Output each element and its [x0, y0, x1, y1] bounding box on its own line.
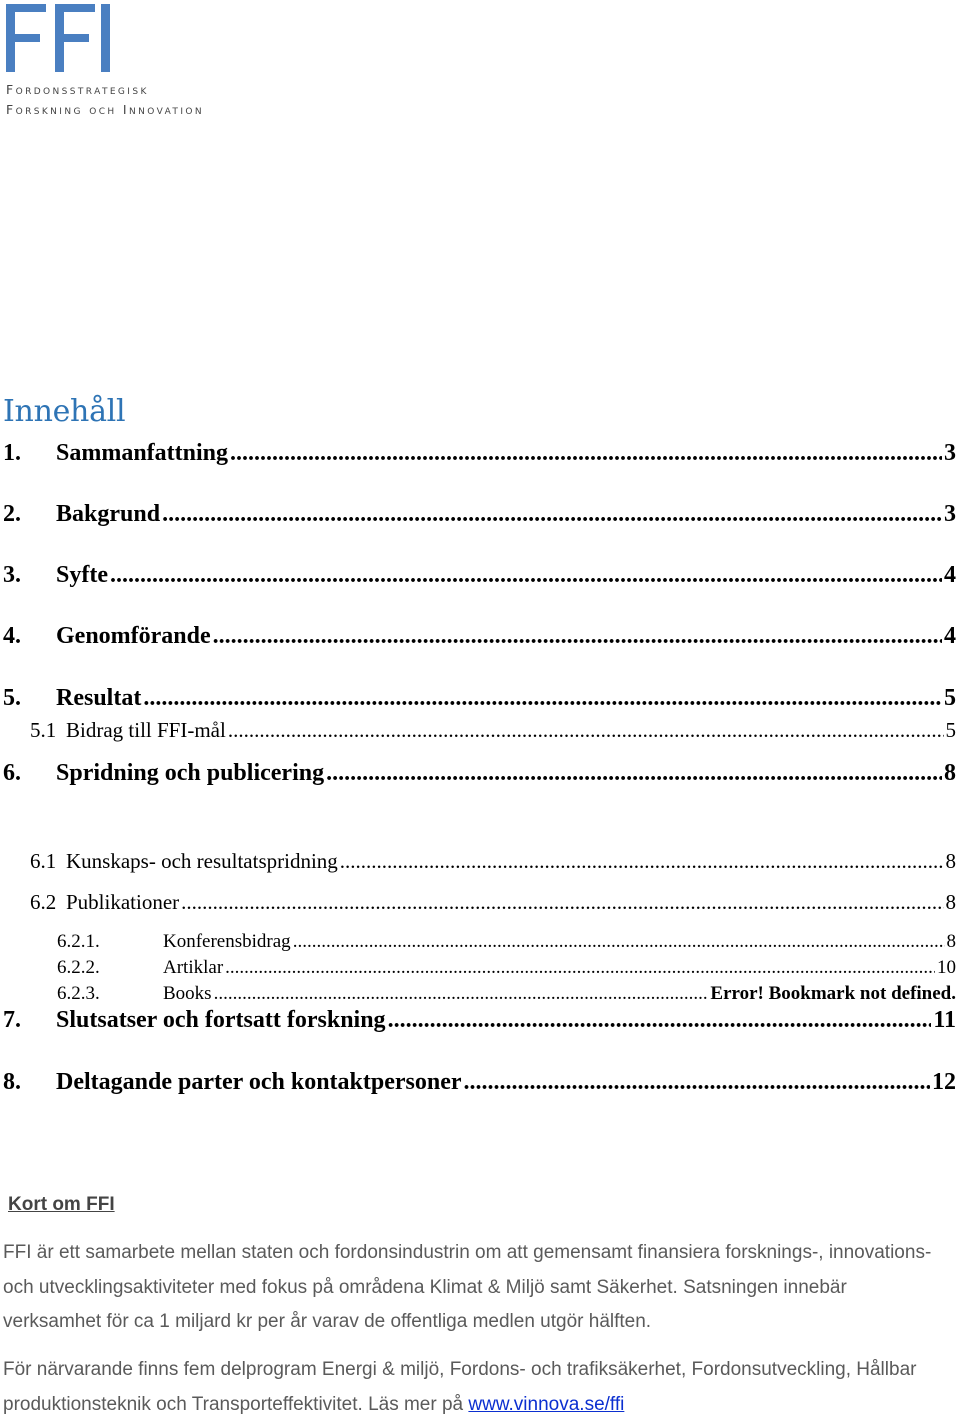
toc-entry-number: 6.2.2.	[57, 957, 100, 978]
toc-entry-title: Kunskaps- och resultatspridning	[66, 849, 338, 873]
toc-entry-kunskapsspridning[interactable]	[0, 849, 956, 874]
toc-dot-leader	[214, 983, 709, 1005]
toc-entry-resultat[interactable]	[0, 685, 956, 712]
toc-entry-title: Sammanfattning	[56, 440, 229, 466]
toc-entry-page: 4	[944, 623, 956, 649]
toc-entry-page: 5	[944, 685, 956, 711]
ffi-logo	[6, 2, 246, 122]
toc-entry-number: 6.2	[30, 890, 57, 914]
toc-entry-number: 3.	[3, 562, 21, 588]
toc-entry-syfte[interactable]	[0, 562, 956, 589]
kort-om-ffi-heading: Kort om FFI	[8, 1194, 115, 1215]
toc-entry-title: Bidrag till FFI-mål	[66, 718, 226, 742]
toc-dot-leader	[326, 760, 942, 787]
toc-entry-title: Konferensbidrag	[163, 931, 291, 952]
toc-entry-title: Slutsatser och fortsatt forskning	[56, 1007, 386, 1033]
toc-entry-artiklar[interactable]	[0, 957, 956, 979]
toc-entry-number: 2.	[3, 501, 21, 527]
toc-entry-deltagande-parter[interactable]	[0, 1069, 956, 1096]
toc-entry-slutsatser[interactable]	[0, 1007, 956, 1034]
toc-entry-page: 8	[944, 760, 956, 786]
toc-dot-leader	[143, 685, 942, 712]
toc-dot-leader	[181, 890, 943, 915]
toc-entry-page: 5	[945, 718, 956, 742]
toc-entry-number: 5.	[3, 685, 21, 711]
toc-entry-error-text: Error! Bookmark not defined.	[710, 983, 956, 1004]
toc-entry-page: 12	[932, 1069, 956, 1095]
toc-dot-leader	[230, 440, 942, 467]
kort-om-ffi-paragraph-2	[3, 1353, 948, 1422]
toc-dot-leader	[110, 562, 942, 589]
toc-entry-sammanfattning[interactable]	[0, 440, 956, 467]
toc-entry-number: 6.1	[30, 849, 57, 873]
toc-entry-page: 8	[945, 890, 956, 914]
toc-entry-number: 6.	[3, 760, 21, 786]
toc-entry-page: 3	[944, 440, 956, 466]
toc-dot-leader	[162, 501, 942, 528]
toc-entry-title: Resultat	[56, 685, 142, 711]
toc-entry-bidrag-ffi-mal[interactable]	[0, 718, 956, 743]
toc-entry-konferensbidrag[interactable]	[0, 931, 956, 953]
toc-entry-bakgrund[interactable]	[0, 501, 956, 528]
toc-entry-number: 6.2.3.	[57, 983, 100, 1004]
vinnova-link[interactable]: www.vinnova.se/ffi	[468, 1393, 625, 1415]
ffi-logo-mark	[6, 2, 116, 74]
kort-om-ffi-paragraph-2-text: För närvarande finns fem delprogram Energi & miljö, Fordons- och trafiksäkerhet, Fordonsutveckling, Hållbar produktionsteknik och Transporteffektivitet. Läs mer på	[3, 1359, 917, 1415]
toc-heading: Innehåll	[3, 394, 126, 429]
kort-om-ffi-paragraph-1: FFI är ett samarbete mellan staten och fordonsindustrin om att gemensamt finansiera forsknings-, innovations- och utvecklingsaktiviteter med fokus på områdena Klimat & Miljö samt Säkerhet. Satsningen innebär verksamhet för ca 1 miljard kr per år varav de offentliga medlen utgör hälften.	[3, 1242, 932, 1332]
toc-dot-leader	[293, 931, 945, 953]
toc-entry-page: 8	[945, 849, 956, 873]
logo-tagline-1: Fordonsstrategisk	[6, 82, 149, 97]
toc-dot-leader	[340, 849, 944, 874]
toc-entry-number: 7.	[3, 1007, 21, 1033]
toc-entry-page: 8	[946, 931, 956, 952]
toc-entry-title: Bakgrund	[56, 501, 161, 527]
toc-entry-title: Syfte	[56, 562, 108, 588]
toc-entry-number: 5.1	[30, 718, 57, 742]
toc-dot-leader	[464, 1069, 930, 1096]
toc-entry-title: Books	[163, 983, 212, 1004]
toc-entry-page: 4	[944, 562, 956, 588]
toc-entry-title: Deltagande parter och kontaktpersoner	[56, 1069, 462, 1095]
toc-entry-title: Publikationer	[66, 890, 180, 914]
toc-entry-title: Spridning och publicering	[56, 760, 325, 786]
toc-entry-number: 8.	[3, 1069, 21, 1095]
toc-entry-title: Artiklar	[163, 957, 224, 978]
toc-entry-publikationer[interactable]	[0, 890, 956, 915]
toc-entry-spridning[interactable]	[0, 760, 956, 787]
toc-entry-page: 3	[944, 501, 956, 527]
toc-entry-genomforande[interactable]	[0, 623, 956, 650]
toc-entry-page: 11	[933, 1007, 956, 1033]
toc-entry-books[interactable]	[0, 983, 956, 1005]
toc-dot-leader	[213, 623, 942, 650]
toc-entry-page: 10	[937, 957, 956, 978]
toc-entry-number: 4.	[3, 623, 21, 649]
toc-entry-number: 6.2.1.	[57, 931, 100, 952]
logo-tagline-2: Forskning och Innovation	[6, 102, 205, 117]
toc-entry-number: 1.	[3, 440, 21, 466]
toc-dot-leader	[225, 957, 935, 979]
toc-entry-title: Genomförande	[56, 623, 211, 649]
toc-dot-leader	[388, 1007, 932, 1034]
toc-dot-leader	[228, 718, 944, 743]
